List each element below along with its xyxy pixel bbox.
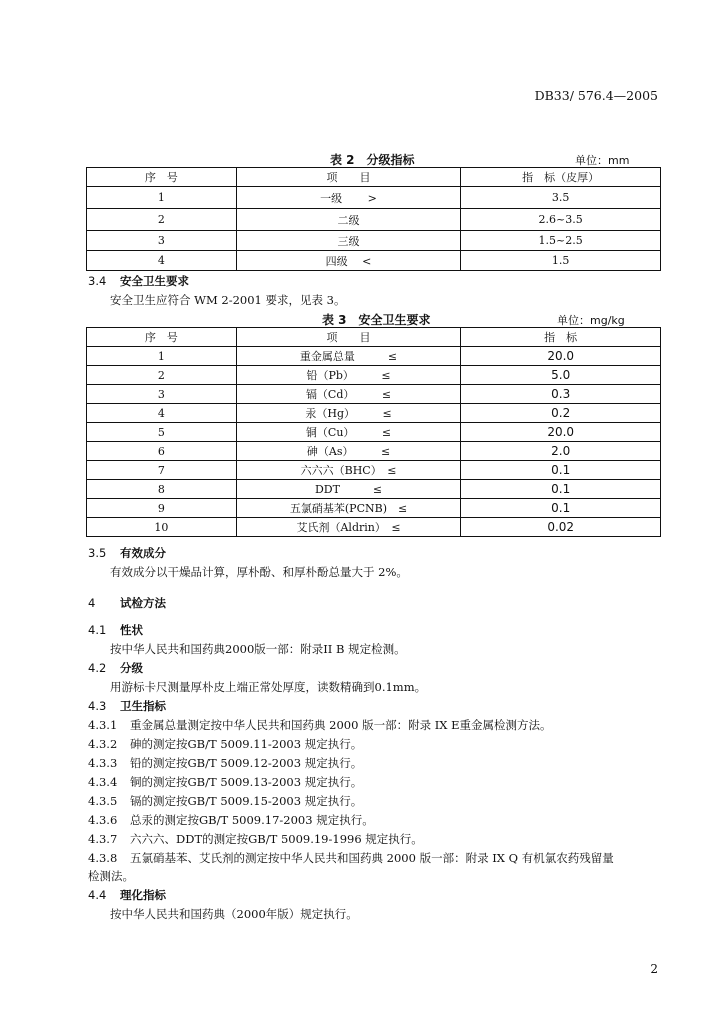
clause-4-3-3 xyxy=(88,755,362,771)
clause-4-3-5 xyxy=(88,793,362,809)
cell-value: 2.6~3.5 xyxy=(461,209,661,231)
cell-value: 2.0 xyxy=(461,442,661,461)
cell-index: 4 xyxy=(87,404,237,423)
clause-4-3-2 xyxy=(88,736,362,752)
section-title: 安全卫生要求 xyxy=(120,274,189,288)
table-row xyxy=(87,518,661,537)
clause-4-3-6 xyxy=(88,812,374,828)
clause-text: 镉的测定按GB/T 5009.15-2003 规定执行。 xyxy=(130,794,363,808)
section-number: 4 xyxy=(88,596,96,610)
clause-text: 总汞的测定按GB/T 5009.17-2003 规定执行。 xyxy=(130,813,374,827)
clause-text: 铜的测定按GB/T 5009.13-2003 规定执行。 xyxy=(130,775,363,789)
table-row xyxy=(87,499,661,518)
cell-item: 三级 xyxy=(236,231,461,251)
cell-value: 0.2 xyxy=(461,404,661,423)
table-row xyxy=(87,480,661,499)
cell-item: 二级 xyxy=(236,209,461,231)
clause-number: 4.3.8 xyxy=(88,851,118,865)
cell-value: 0.02 xyxy=(461,518,661,537)
cell-value: 5.0 xyxy=(461,366,661,385)
table-row xyxy=(87,423,661,442)
header-cell: 序 号 xyxy=(87,328,237,347)
clause-4-3-1 xyxy=(88,717,552,733)
section-number: 3.5 xyxy=(88,546,107,560)
cell-index: 7 xyxy=(87,461,237,480)
section-title: 有效成分 xyxy=(120,546,166,560)
cell-value: 1.5 xyxy=(461,251,661,271)
table-row xyxy=(87,231,661,251)
clause-text: 砷的测定按GB/T 5009.11-2003 规定执行。 xyxy=(130,737,363,751)
table-row xyxy=(87,347,661,366)
cell-index: 2 xyxy=(87,366,237,385)
table-row xyxy=(87,187,661,209)
cell-item: 铅（Pb） ≤ xyxy=(236,366,461,385)
clause-4-3-8-continued: 检测法。 xyxy=(88,869,134,883)
section-3-4-heading xyxy=(88,273,189,289)
cell-index: 3 xyxy=(87,385,237,404)
table-row xyxy=(87,251,661,271)
clause-text: 铅的测定按GB/T 5009.12-2003 规定执行。 xyxy=(130,756,363,770)
cell-value: 0.1 xyxy=(461,480,661,499)
clause-text: 六六六、DDT的测定按GB/T 5009.19-1996 规定执行。 xyxy=(130,832,423,846)
table-row xyxy=(87,209,661,231)
section-4-2-heading xyxy=(88,660,143,676)
table-row xyxy=(87,404,661,423)
cell-index: 9 xyxy=(87,499,237,518)
cell-item: 一级 > xyxy=(236,187,461,209)
cell-value: 0.1 xyxy=(461,499,661,518)
clause-number: 4.3.5 xyxy=(88,794,118,808)
cell-value: 1.5~2.5 xyxy=(461,231,661,251)
table3-unit: 单位：mg/kg xyxy=(557,314,625,327)
section-title: 性状 xyxy=(120,623,143,637)
section-number: 4.1 xyxy=(88,623,107,637)
section-4-4-heading xyxy=(88,887,166,903)
cell-item: 镉（Cd） ≤ xyxy=(236,385,461,404)
header-cell: 序 号 xyxy=(87,168,237,187)
cell-value: 3.5 xyxy=(461,187,661,209)
header-cell: 指 标（皮厚） xyxy=(461,168,661,187)
cell-item: 汞（Hg） ≤ xyxy=(236,404,461,423)
section-3-4-paragraph: 安全卫生应符合 WM 2-2001 要求，见表 3。 xyxy=(110,293,346,307)
table-header-row xyxy=(87,168,661,187)
section-number: 4.3 xyxy=(88,699,107,713)
table-row xyxy=(87,461,661,480)
section-4-3-heading xyxy=(88,698,166,714)
table-row xyxy=(87,366,661,385)
table2-unit: 单位：mm xyxy=(575,154,630,167)
cell-item: 六六六（BHC） ≤ xyxy=(236,461,461,480)
clause-number: 4.3.1 xyxy=(88,718,118,732)
section-4-1-paragraph: 按中华人民共和国药典2000版一部：附录II B 规定检测。 xyxy=(110,642,406,656)
cell-index: 1 xyxy=(87,347,237,366)
header-cell: 项 目 xyxy=(236,168,461,187)
section-3-5-heading xyxy=(88,545,166,561)
clause-text: 重金属总量测定按中华人民共和国药典 2000 版一部：附录 IX E重金属检测方法。 xyxy=(130,718,552,732)
clause-4-3-4 xyxy=(88,774,362,790)
clause-number: 4.3.4 xyxy=(88,775,118,789)
cell-index: 5 xyxy=(87,423,237,442)
cell-index: 8 xyxy=(87,480,237,499)
table-row xyxy=(87,385,661,404)
cell-item: 铜（Cu） ≤ xyxy=(236,423,461,442)
cell-index: 4 xyxy=(87,251,237,271)
cell-item: 重金属总量 ≤ xyxy=(236,347,461,366)
table3 xyxy=(86,327,661,537)
header-cell: 项 目 xyxy=(236,328,461,347)
cell-index: 10 xyxy=(87,518,237,537)
section-number: 3.4 xyxy=(88,274,107,288)
section-4-4-paragraph: 按中华人民共和国药典（2000年版）规定执行。 xyxy=(110,907,358,921)
clause-number: 4.3.6 xyxy=(88,813,118,827)
section-title: 试检方法 xyxy=(120,596,166,610)
section-number: 4.2 xyxy=(88,661,107,675)
clause-number: 4.3.2 xyxy=(88,737,118,751)
clause-number: 4.3.3 xyxy=(88,756,118,770)
table-row xyxy=(87,442,661,461)
section-number: 4.4 xyxy=(88,888,107,902)
section-4-1-heading xyxy=(88,622,143,638)
document-code: DB33/ 576.4—2005 xyxy=(534,88,658,103)
table3-caption: 表 3 安全卫生要求 xyxy=(322,313,431,327)
section-title: 理化指标 xyxy=(120,888,166,902)
cell-index: 1 xyxy=(87,187,237,209)
cell-index: 2 xyxy=(87,209,237,231)
clause-number: 4.3.7 xyxy=(88,832,118,846)
clause-4-3-8 xyxy=(88,850,660,866)
clause-4-3-7 xyxy=(88,831,423,847)
cell-item: 艾氏剂（Aldrin） ≤ xyxy=(236,518,461,537)
clause-text: 五氯硝基苯、艾氏剂的测定按中华人民共和国药典 2000 版一部：附录 IX Q 有机氯农药残留量 xyxy=(130,851,614,865)
cell-value: 20.0 xyxy=(461,347,661,366)
cell-value: 20.0 xyxy=(461,423,661,442)
cell-value: 0.1 xyxy=(461,461,661,480)
section-3-5-paragraph: 有效成分以干燥品计算，厚朴酚、和厚朴酚总量大于 2%。 xyxy=(110,565,408,579)
cell-index: 6 xyxy=(87,442,237,461)
table-header-row xyxy=(87,328,661,347)
cell-index: 3 xyxy=(87,231,237,251)
section-4-2-paragraph: 用游标卡尺测量厚朴皮上端正常处厚度，读数精确到0.1mm。 xyxy=(110,680,427,694)
table2 xyxy=(86,167,661,271)
cell-item: DDT ≤ xyxy=(236,480,461,499)
section-4-heading xyxy=(88,595,166,611)
page-number: 2 xyxy=(650,962,658,976)
table2-caption: 表 2 分级指标 xyxy=(330,153,415,167)
cell-item: 四级 < xyxy=(236,251,461,271)
cell-item: 五氯硝基苯(PCNB) ≤ xyxy=(236,499,461,518)
section-title: 分级 xyxy=(120,661,143,675)
cell-item: 砷（As） ≤ xyxy=(236,442,461,461)
header-cell: 指 标 xyxy=(461,328,661,347)
cell-value: 0.3 xyxy=(461,385,661,404)
section-title: 卫生指标 xyxy=(120,699,166,713)
